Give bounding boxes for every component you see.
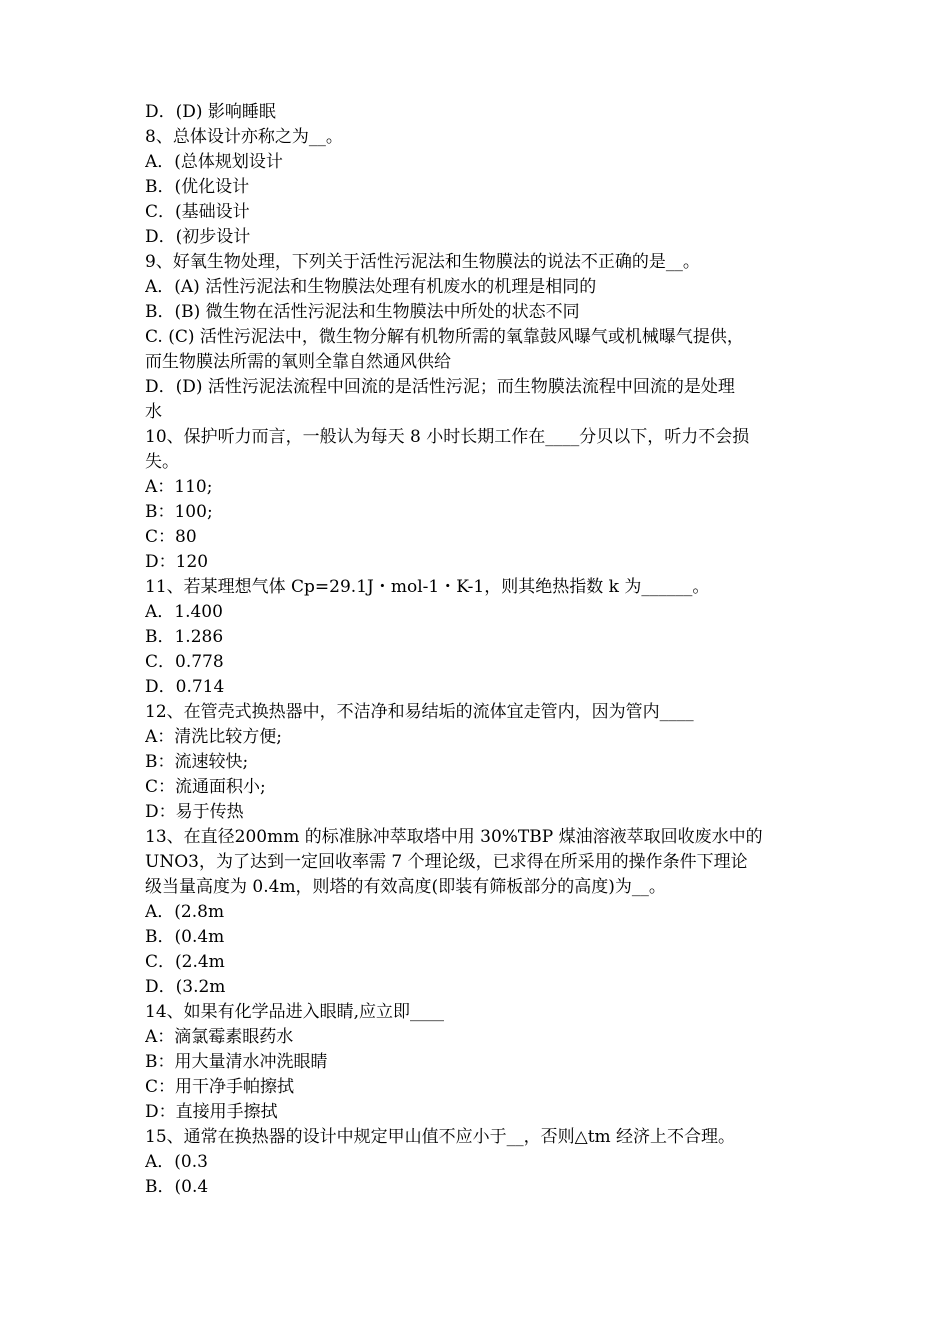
option-line: A：110; [145,477,213,497]
option-line: D：直接用手擦拭 [145,1102,278,1122]
option-line: B．1.286 [145,627,224,647]
option-line: B．(优化设计 [145,177,250,197]
option-line: A．(A) 活性污泥法和生物膜法处理有机废水的机理是相同的 [145,277,597,297]
document-page [145,100,815,1200]
question-13: 13、在直径200mm 的标准脉冲萃取塔中用 30%TBP 煤油溶液萃取回收废水中的 [145,827,763,847]
option-line: A．(总体规划设计 [145,152,283,172]
option-line: A．1.400 [145,602,223,622]
option-line: C：用干净手帕擦拭 [145,1077,295,1097]
question-10: 10、保护听力而言，一般认为每天 8 小时长期工作在____分贝以下，听力不会损 [145,427,750,447]
text-line: D．(D) 影响睡眠 [145,102,276,122]
option-line: A．(2.8m [145,902,225,922]
question-13-continued: 级当量高度为 0.4m，则塔的有效高度(即装有筛板部分的高度)为__。 [145,877,666,897]
question-10-continued: 失。 [145,452,179,472]
option-line: C．(基础设计 [145,202,250,222]
question-11: 11、若某理想气体 Cp=29.1J・mol-1・K-1，则其绝热指数 k 为______。 [145,577,710,597]
option-line: B．(0.4 [145,1177,209,1197]
question-15: 15、通常在换热器的设计中规定甲山值不应小于__，否则△tm 经济上不合理。 [145,1127,736,1147]
option-line: B：用大量清水冲洗眼睛 [145,1052,328,1072]
option-line: C：80 [145,527,197,547]
option-line: D．(初步设计 [145,227,251,247]
option-line: A：清洗比较方便; [145,727,283,747]
option-line: D．0.714 [145,677,225,697]
option-line: C．(2.4m [145,952,225,972]
option-line-continued: 水 [145,402,162,422]
question-9: 9、好氧生物处理，下列关于活性污泥法和生物膜法的说法不正确的是__。 [145,252,700,272]
option-line: A：滴氯霉素眼药水 [145,1027,294,1047]
option-line: B．(0.4m [145,927,225,947]
question-8: 8、总体设计亦称之为__。 [145,127,343,147]
option-line: A．(0.3 [145,1152,208,1172]
option-line: B．(B) 微生物在活性污泥法和生物膜法中所处的状态不同 [145,302,580,322]
option-line: D．(3.2m [145,977,226,997]
option-line: D．(D) 活性污泥法流程中回流的是活性污泥；而生物膜法流程中回流的是处理 [145,377,735,397]
option-line: B：100; [145,502,213,522]
option-line: C. (C) 活性污泥法中，微生物分解有机物所需的氧靠鼓风曝气或机械曝气提供， [145,327,744,347]
option-line: C．0.778 [145,652,224,672]
question-12: 12、在管壳式换热器中，不洁净和易结垢的流体宜走管内，因为管内____ [145,702,694,722]
option-line: D：易于传热 [145,802,244,822]
question-14: 14、如果有化学品进入眼睛,应立即____ [145,1002,445,1022]
option-line: C：流通面积小; [145,777,266,797]
option-line: B：流速较快; [145,752,249,772]
option-line-continued: 而生物膜法所需的氧则全靠自然通风供给 [145,352,451,372]
question-13-continued: UNO3，为了达到一定回收率需 7 个理论级，已求得在所采用的操作条件下理论 [145,852,748,872]
option-line: D：120 [145,552,209,572]
